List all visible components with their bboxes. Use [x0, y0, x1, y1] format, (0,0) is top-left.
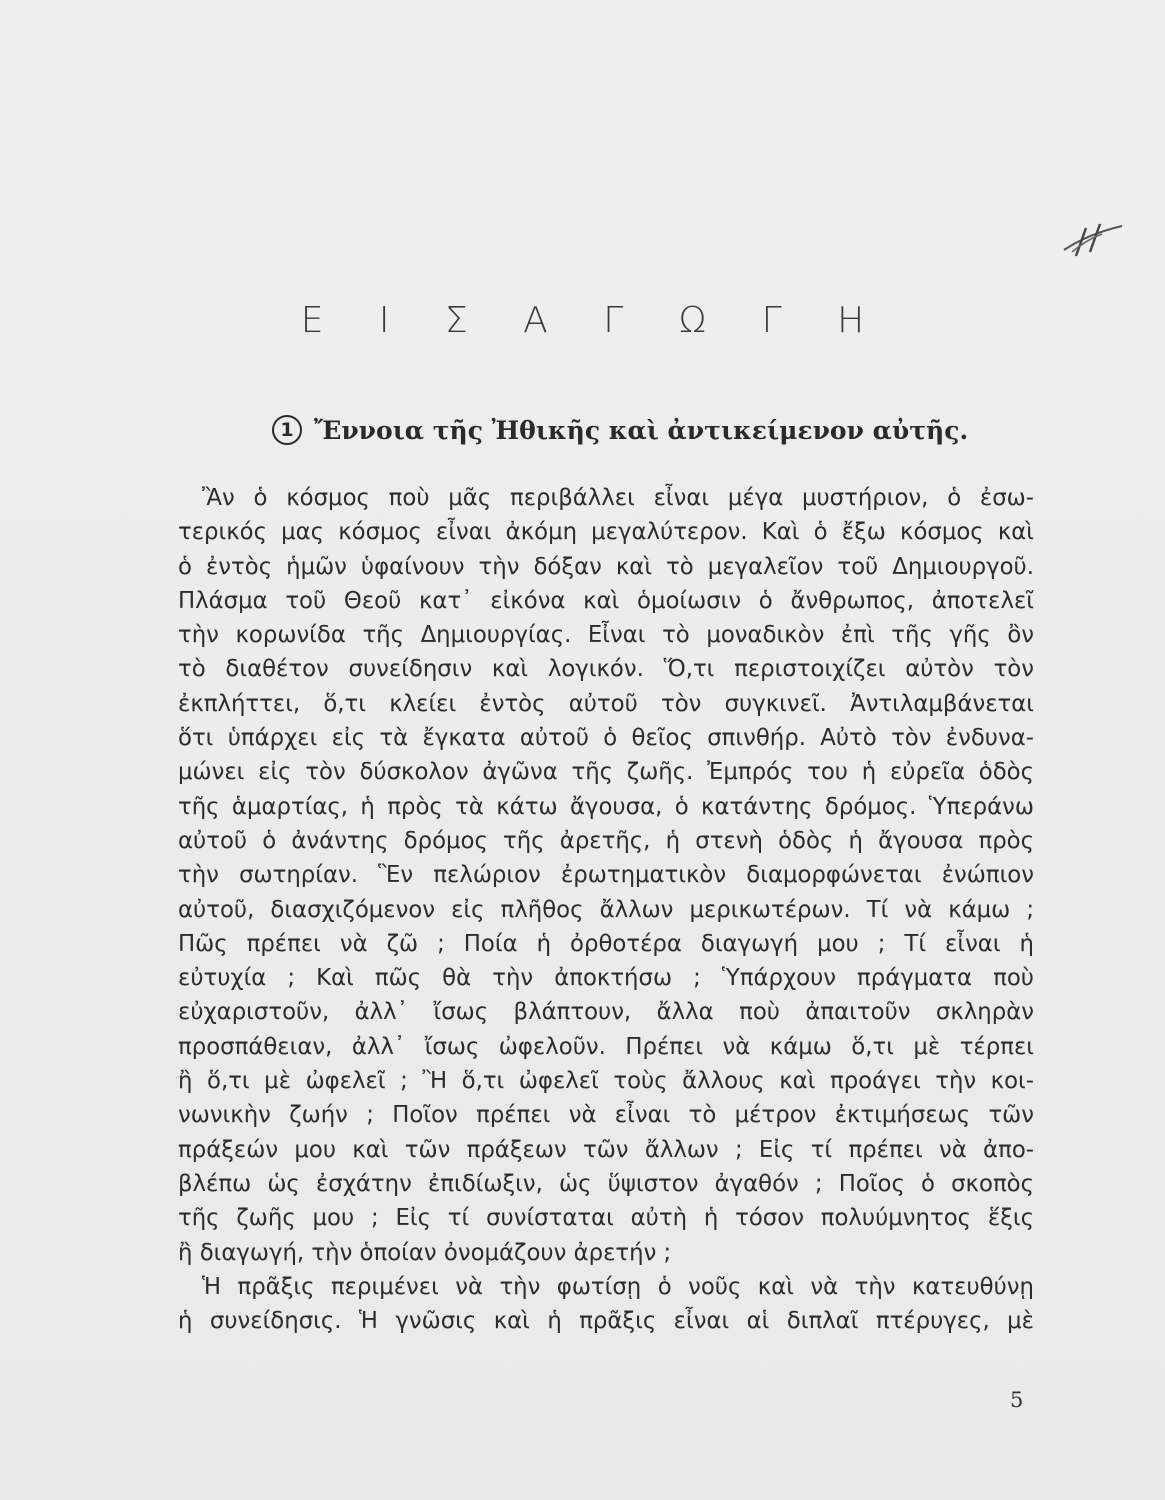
text-line: Ἡ πρᾶξις περιμένει νὰ τὴν φωτίσῃ ὁ νοῦς καὶ νὰ τὴν κατευθύνῃ [202, 1273, 1034, 1300]
section-number-badge: 1 [272, 415, 302, 445]
text-line: αὐτοῦ, διασχιζόμενον εἰς πλῆθος ἄλλων μερικωτέρων. Τί νὰ κάμω ; [178, 896, 1034, 923]
body-text [178, 481, 1034, 1338]
text-line: ὁ ἐντὸς ἡμῶν ὑφαίνουν τὴν δόξαν καὶ τὸ μεγαλεῖον τοῦ Δημιουργοῦ. [178, 553, 1034, 580]
text-line: προσπάθειαν, ἀλλ᾽ ἴσως ὠφελοῦν. Πρέπει νὰ κάμω ὅ,τι μὲ τέρπει [178, 1033, 1034, 1060]
text-line: πράξεών μου καὶ τῶν πράξεων τῶν ἄλλων ; Εἰς τί πρέπει νὰ ἀπο- [178, 1136, 1034, 1163]
page-number: 5 [1010, 1388, 1024, 1412]
text-line: ἐκπλήττει, ὅ,τι κλείει ἐντὸς αὐτοῦ τὸν συγκινεῖ. Ἀντιλαμβάνεται [178, 690, 1034, 717]
text-line: μώνει εἰς τὸν δύσκολον ἀγῶνα τῆς ζωῆς. Ἐμπρός του ἡ εὐρεῖα ὁδὸς [178, 759, 1034, 786]
text-line: τὴν σωτηρίαν. Ἓν πελώριον ἐρωτηματικὸν διαμορφώνεται ἐνώπιον [178, 862, 1034, 889]
text-line: Πλάσμα τοῦ Θεοῦ κατ᾽ εἰκόνα καὶ ὁμοίωσιν ὁ ἄνθρωπος, ἀποτελεῖ [178, 587, 1034, 614]
text-line: ἢ διαγωγή, τὴν ὁποίαν ὀνομάζουν ἀρετήν ; [178, 1239, 672, 1266]
text-line: αὐτοῦ ὁ ἀνάντης δρόμος τῆς ἀρετῆς, ἡ στενὴ ὁδὸς ἡ ἄγουσα πρὸς [178, 827, 1034, 854]
text-line: εὐχαριστοῦν, ἀλλ᾽ ἴσως βλάπτουν, ἄλλα ποὺ ἀπαιτοῦν σκληρὰν [178, 999, 1034, 1026]
text-line: ὅτι ὑπάρχει εἰς τὰ ἔγκατα αὐτοῦ ὁ θεῖος σπινθήρ. Αὐτὸ τὸν ἐνδυνα- [178, 725, 1034, 752]
text-line: Ἂν ὁ κόσμος ποὺ μᾶς περιβάλλει εἶναι μέγα μυστήριον, ὁ ἐσω- [202, 485, 1034, 511]
section-heading [272, 410, 968, 450]
text-line: τὴν κορωνίδα τῆς Δημιουργίας. Εἶναι τὸ μοναδικὸν ἐπὶ τῆς γῆς ὂν [178, 622, 1034, 649]
text-line: τῆς ἁμαρτίας, ἡ πρὸς τὰ κάτω ἄγουσα, ὁ κατάντης δρόμος. Ὑπεράνω [178, 793, 1034, 820]
chapter-title: Ε Ι Σ Α Γ Ω Γ Η [300, 300, 887, 341]
text-line: τὸ διαθέτον συνείδησιν καὶ λογικόν. Ὅ,τι περιστοιχίζει αὐτὸν τὸν [178, 656, 1034, 683]
text-line: εὐτυχία ; Καὶ πῶς θὰ τὴν ἀποκτήσω ; Ὑπάρχουν πράγματα ποὺ [178, 965, 1034, 992]
text-line: ἡ συνείδησις. Ἡ γνῶσις καὶ ἡ πρᾶξις εἶναι αἱ διπλαῖ πτέρυγες, μὲ [178, 1308, 1034, 1335]
text-line: Πῶς πρέπει νὰ ζῶ ; Ποία ἡ ὀρθοτέρα διαγωγή μου ; Τί εἶναι ἡ [178, 930, 1034, 957]
handwritten-margin-mark [1058, 212, 1128, 262]
text-line: νωνικὴν ζωήν ; Ποῖον πρέπει νὰ εἶναι τὸ μέτρον ἐκτιμήσεως τῶν [178, 1102, 1034, 1129]
text-line: βλέπω ὡς ἐσχάτην ἐπιδίωξιν, ὡς ὕψιστον ἀγαθόν ; Ποῖος ὁ σκοπὸς [178, 1170, 1034, 1197]
text-line: τῆς ζωῆς μου ; Εἰς τί συνίσταται αὐτὴ ἡ τόσον πολυύμνητος ἕξις [178, 1205, 1034, 1232]
text-line: τερικός μας κόσμος εἶναι ἀκόμη μεγαλύτερον. Καὶ ὁ ἔξω κόσμος καὶ [178, 519, 1034, 546]
text-line: ἢ ὅ,τι μὲ ὠφελεῖ ; Ἢ ὅ,τι ὠφελεῖ τοὺς ἄλλους καὶ προάγει τὴν κοι- [178, 1068, 1034, 1095]
section-heading-text: Ἔννοια τῆς Ἠθικῆς καὶ ἀντικείμενον αὐτῆς. [314, 415, 969, 445]
